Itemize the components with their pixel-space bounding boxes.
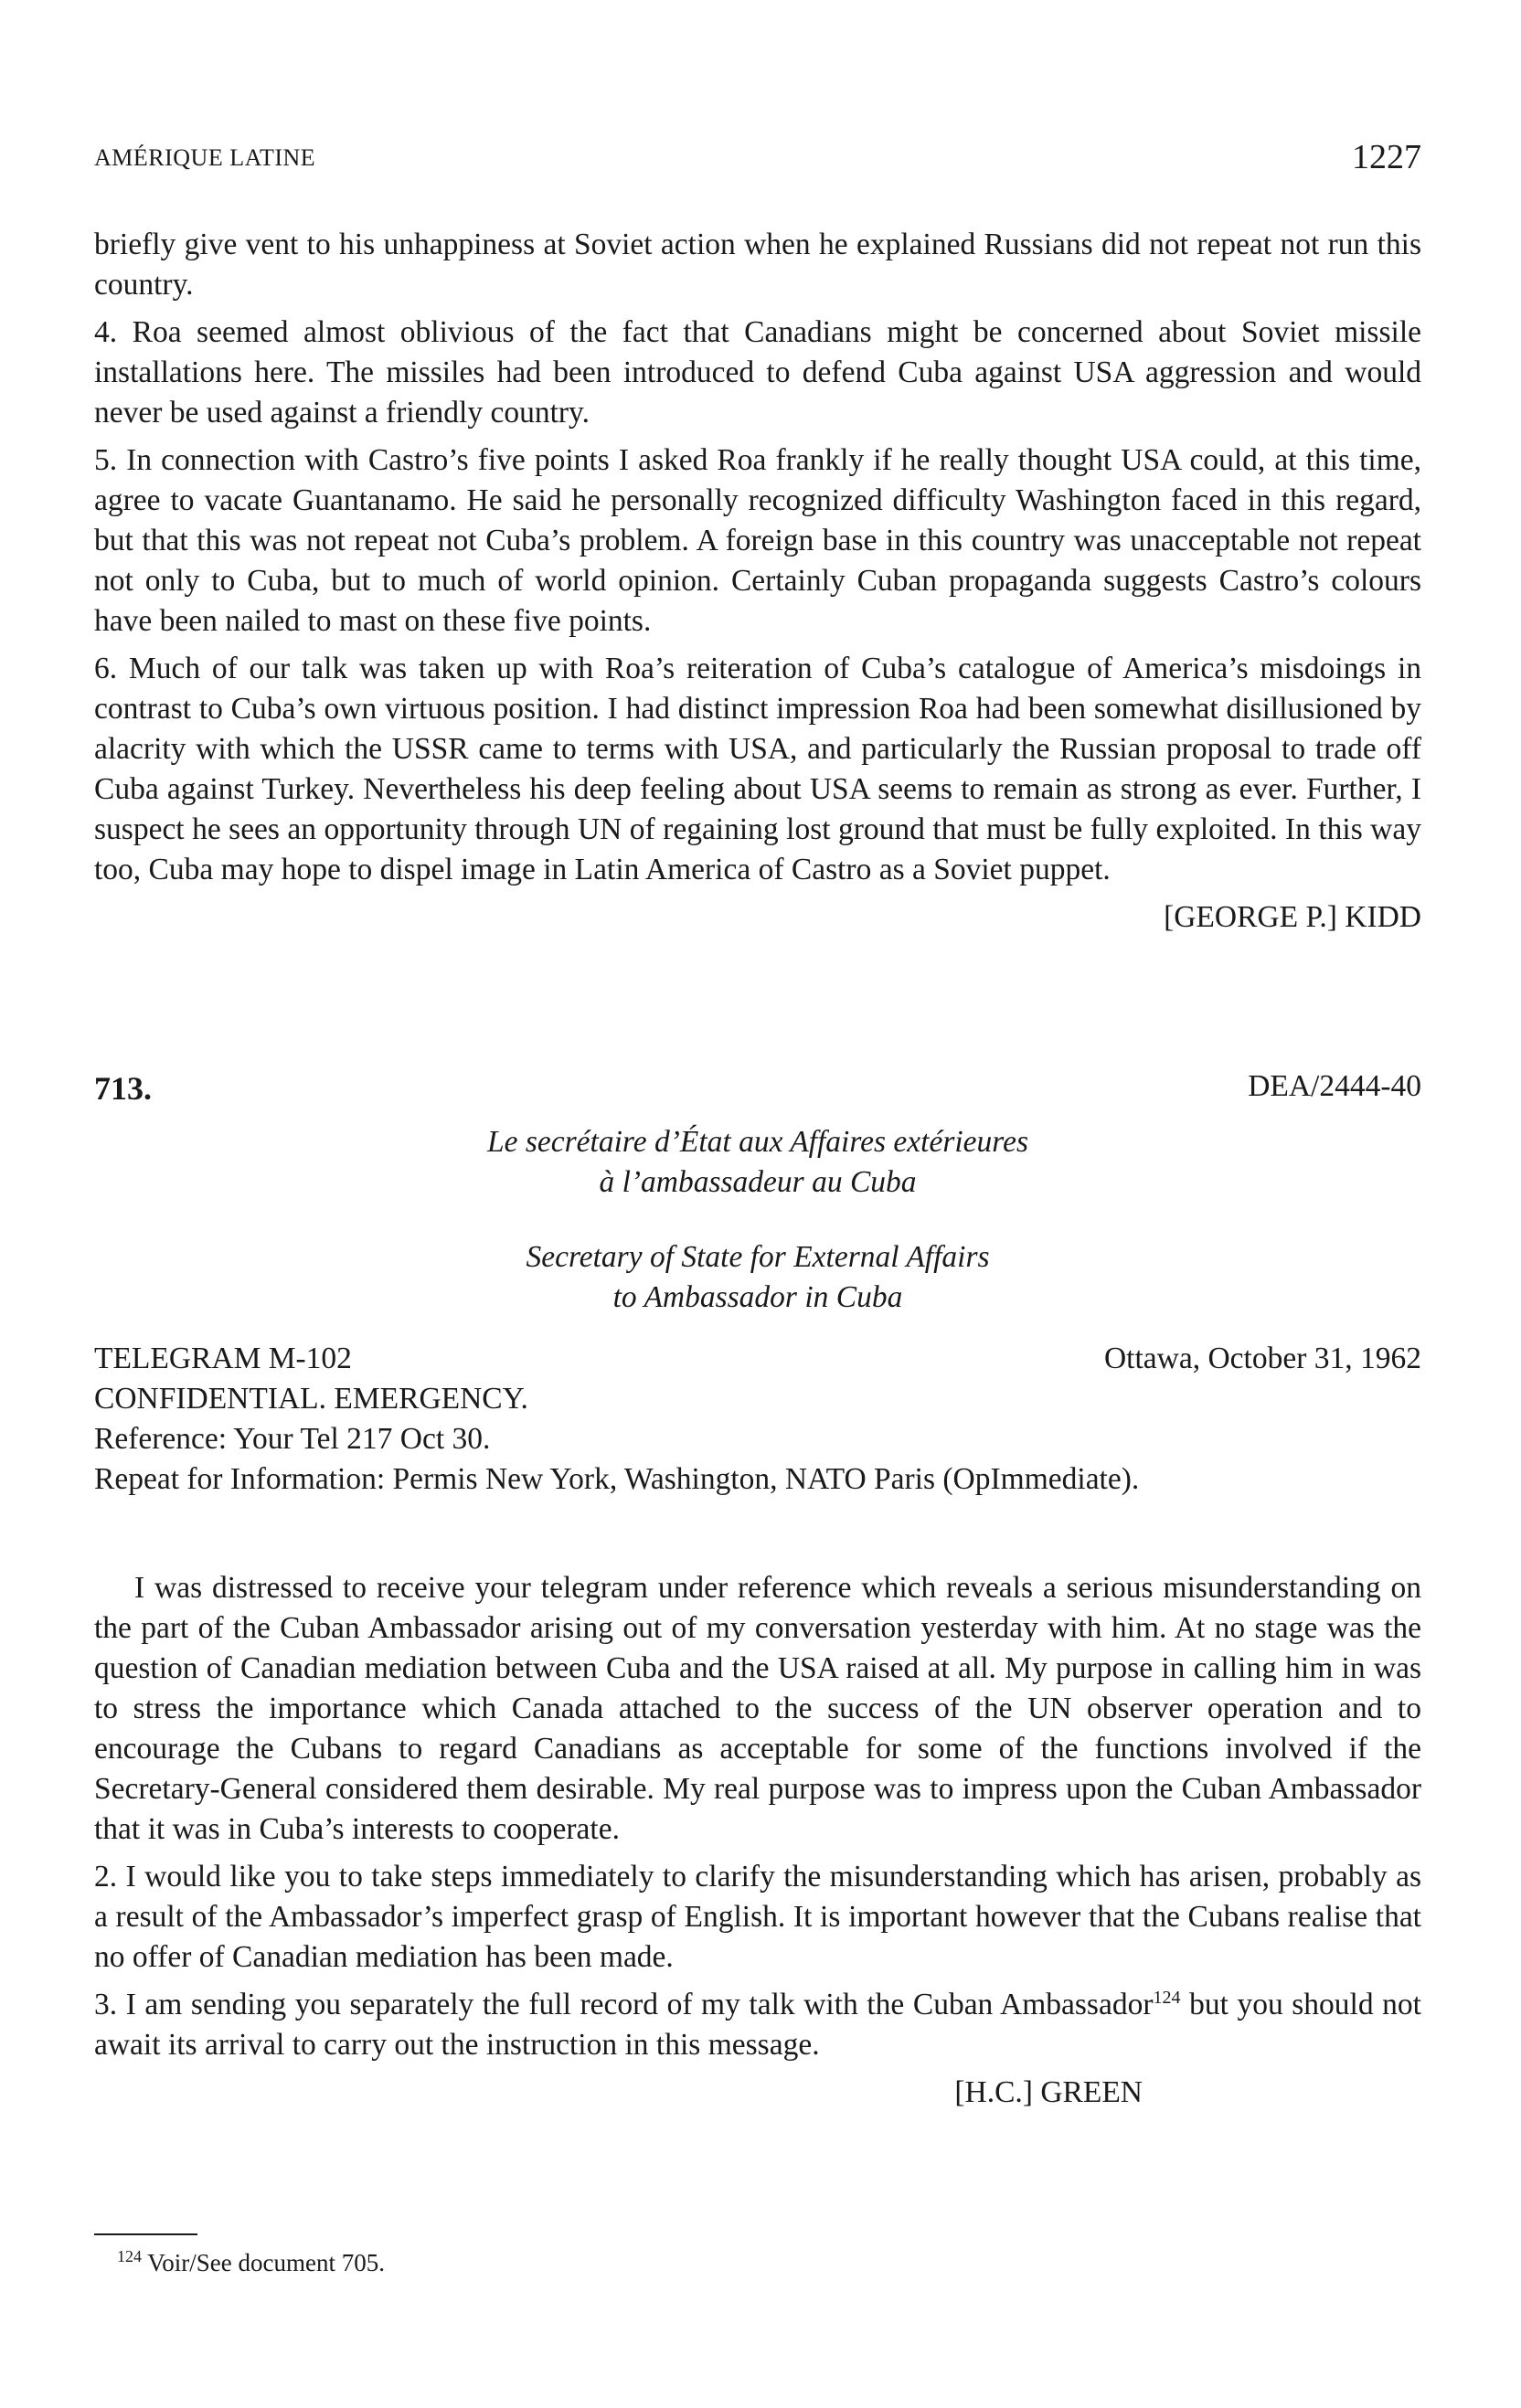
title-french-line2: à l’ambassadeur au Cuba [599, 1165, 917, 1199]
footnote-text: Voir/See document 705. [142, 2249, 385, 2276]
telegram-id: TELEGRAM M-102 [94, 1342, 352, 1375]
title-english-line2: to Ambassador in Cuba [612, 1280, 903, 1314]
document-713-header [94, 1069, 1421, 1115]
paragraph-6: 6. Much of our talk was taken up with Roa’s reiteration of Cuba’s catalogue of America’s misdoings in contrast to Cuba’s own virtuous position. I had distinct impression Roa had been somewhat disillusioned by alacrity with which the USSR came to terms with USA, and particularly the Russian proposal to trade off Cuba against Turkey. Nevertheless his deep feeling about USA seems to remain as strong as ever. Further, I suspect he sees an opportunity through UN of regaining lost ground that must be fully exploited. In this way too, Cuba may hope to dispel image in Latin America of Castro as a Soviet puppet. [94, 652, 1421, 886]
document-713-body [94, 1568, 1421, 2113]
classification: CONFIDENTIAL. EMERGENCY. [94, 1382, 528, 1416]
paragraph-5: 5. In connection with Castro’s five points I asked Roa frankly if he really thought USA could, at this time, agree to vacate Guantanamo. He said he personally recognized difficulty Washington faced in this regard, but that this was not repeat not Cuba’s problem. A foreign base in this country was unacceptable not repeat not only to Cuba, but to much of world opinion. Certainly Cuban propaganda suggests Castro’s colours have been nailed to mast on these five points. [94, 443, 1421, 638]
footnote-reference: 124 [1153, 1987, 1181, 2008]
paragraph-2: 2. I would like you to take steps immediately to clarify the misunderstanding which has arisen, probably as a result of the Ambassador’s imperfect grasp of English. It is important however that the Cubans realise that no offer of Canadian mediation has been made. [94, 1860, 1421, 1974]
signature-kidd: [GEORGE P.] KIDD [1164, 900, 1421, 934]
paragraph-continuation: briefly give vent to his unhappiness at Soviet action when he explained Russians did not repeat not run this country. [94, 228, 1421, 302]
paragraph-3-text-end: but you should not await its arrival to carry out the instruction in this message. [94, 1988, 1421, 2062]
paragraph-3 [94, 1985, 1421, 2065]
repeat-line: Repeat for Information: Permis New York, Washington, NATO Paris (OpImmediate). [94, 1462, 1140, 1496]
document-titles [94, 1122, 1421, 1318]
place-date: Ottawa, October 31, 1962 [1103, 1342, 1421, 1375]
footnote-divider [94, 2233, 197, 2235]
file-reference: DEA/2444-40 [1248, 1069, 1421, 1103]
title-french-line1: Le secrétaire d’État aux Affaires extérieures [487, 1125, 1028, 1159]
footnote-mark: 124 [117, 2247, 142, 2265]
footnote [117, 2246, 385, 2279]
paragraph-1: I was distressed to receive your telegram under reference which reveals a serious misunderstanding on the part of the Cuban Ambassador arising out of my conversation yesterday with him. At no stage was the question of Canadian mediation between Cuba and the USA raised at all. My purpose in calling him in was to stress the importance which Canada attached to the success of the UN observer operation and to encourage the Cubans to regard Canadians as acceptable for some of the functions involved if the Secretary-General considered them desirable. My real purpose was to impress upon the Cuban Ambassador that it was in Cuba’s interests to cooperate. [94, 1571, 1421, 1846]
document-712-continuation [94, 225, 1421, 938]
reference-line: Reference: Your Tel 217 Oct 30. [94, 1422, 491, 1456]
signature-green: [H.C.] GREEN [954, 2075, 1143, 2109]
page-number: 1227 [1352, 138, 1421, 176]
title-english-line1: Secretary of State for External Affairs [526, 1240, 990, 1274]
paragraph-4: 4. Roa seemed almost oblivious of the fact that Canadians might be concerned about Soviet missile installations here. The missiles had been introduced to defend Cuba against USA aggression and would never be used against a friendly country. [94, 315, 1421, 430]
page-header [94, 137, 1421, 183]
telegram-metadata [94, 1339, 1421, 1500]
running-head: AMÉRIQUE LATINE [94, 144, 316, 171]
paragraph-3-text: 3. I am sending you separately the full record of my talk with the Cuban Ambassador [94, 1988, 1154, 2021]
document-number: 713. [94, 1070, 152, 1107]
